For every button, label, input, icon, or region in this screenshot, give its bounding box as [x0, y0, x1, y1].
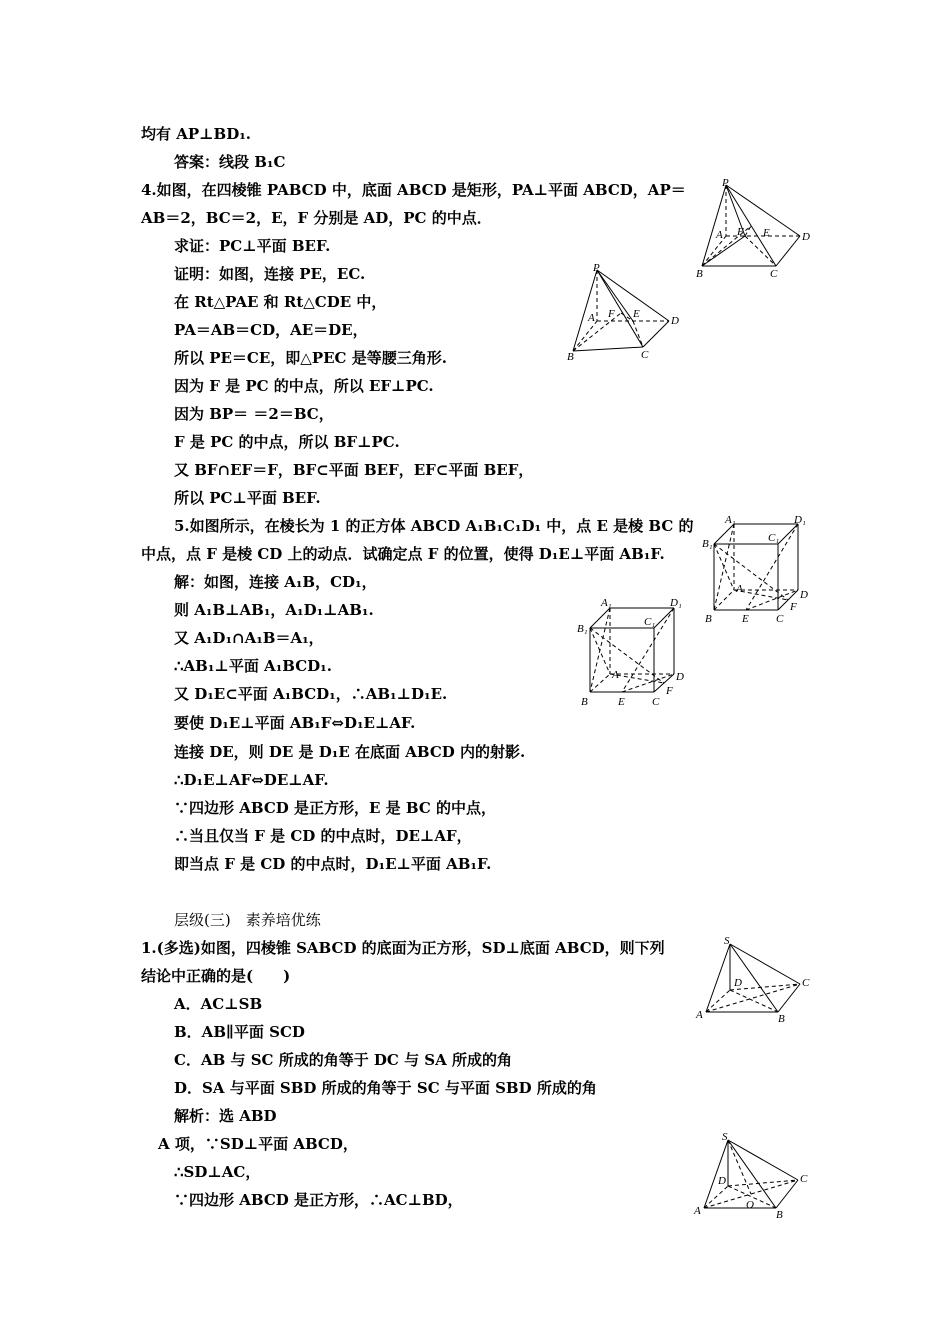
vertex-label: C — [800, 1173, 808, 1185]
mc-question-statement: 1.(多选)如图，四棱锥 SABCD 的底面为正方形，SD⊥底面 ABCD，则下列 — [141, 939, 665, 957]
option-d: D．SA 与平面 SBD 所成的角等于 SC 与平面 SBD 所成的角 — [174, 1079, 597, 1097]
text-line: 又 D₁E⊂平面 A₁BCD₁，∴AB₁⊥D₁E. — [174, 685, 448, 703]
vertex-label: D — [671, 315, 679, 327]
cube-figure — [700, 512, 820, 628]
text-line: 连接 DE，则 DE 是 D₁E 在底面 ABCD 内的射影. — [174, 743, 526, 761]
vertex-label: B — [705, 613, 712, 625]
text-line: 解：如图，连接 A₁B，CD₁， — [174, 573, 377, 591]
vertex-label: F — [737, 226, 744, 238]
text-line: 所以 PE＝CE，即△PEC 是等腰三角形. — [174, 349, 447, 367]
vertex-label: C₁ — [644, 616, 656, 628]
cube-figure-2 — [574, 594, 694, 710]
analysis-answer: 解析：选 ABD — [174, 1107, 277, 1125]
option-b: B．AB∥平面 SCD — [174, 1023, 305, 1041]
option-c: C．AB 与 SC 所成的角等于 DC 与 SA 所成的角 — [174, 1051, 512, 1069]
problem-5-statement: 5.如图所示，在棱长为 1 的正方体 ABCD A₁B₁C₁D₁ 中，点 E 是棱 BC 的 — [174, 517, 694, 535]
text-line: 则 A₁B⊥AB₁，A₁D₁⊥AB₁. — [174, 601, 374, 619]
text-line: 所以 PC⊥平面 BEF. — [174, 489, 321, 507]
vertex-label: C — [652, 696, 660, 708]
text-line: ∵四边形 ABCD 是正方形，∴AC⊥BD， — [174, 1191, 463, 1209]
vertex-label: D — [734, 977, 742, 989]
text-line: 因为 BP＝ ＝2＝BC， — [174, 405, 334, 423]
vertex-label: C — [776, 613, 784, 625]
vertex-label: D — [676, 671, 684, 683]
option-a: A．AC⊥SB — [174, 995, 263, 1013]
pyramid-sabcd-o-figure — [690, 1130, 820, 1222]
vertex-label: A₁ — [725, 514, 736, 526]
vertex-label: O — [746, 1199, 754, 1211]
vertex-label: F — [790, 601, 797, 613]
text-line: F 是 PC 的中点，所以 BF⊥PC. — [174, 433, 400, 451]
pyramid-pabcd-figure — [690, 176, 820, 286]
problem-5-statement-cont: 中点，点 F 是棱 CD 上的动点．试确定点 F 的位置，使得 D₁E⊥平面 AB₁F. — [141, 545, 665, 563]
vertex-label: A — [588, 312, 595, 324]
vertex-label: D₁ — [670, 597, 682, 609]
text-line: ∵四边形 ABCD 是正方形，E 是 BC 的中点， — [174, 799, 496, 817]
vertex-label: C — [641, 349, 649, 361]
text-line: ∴AB₁⊥平面 A₁BCD₁. — [174, 657, 332, 675]
text-line: ∴SD⊥AC， — [174, 1163, 261, 1181]
vertex-label: B — [696, 268, 703, 280]
mc-question-statement-cont: 结论中正确的是( ) — [141, 967, 291, 985]
vertex-label: A — [716, 229, 723, 241]
vertex-label: P — [593, 262, 600, 274]
vertex-label: F — [608, 308, 615, 320]
text-line: 在 Rt△PAE 和 Rt△CDE 中， — [174, 293, 387, 311]
vertex-label: B — [776, 1209, 783, 1221]
text-line: 证明：如图，连接 PE，EC. — [174, 265, 366, 283]
vertex-label: E — [763, 227, 770, 239]
vertex-label: A — [612, 669, 619, 681]
text-line: 均有 AP⊥BD₁. — [141, 125, 252, 143]
pyramid-pabcd-figure-2 — [563, 261, 693, 371]
text-line: ∴D₁E⊥AF⇔DE⊥AF. — [174, 771, 329, 789]
vertex-label: A — [736, 583, 743, 595]
vertex-label: B — [567, 351, 574, 363]
vertex-label: A — [694, 1205, 701, 1217]
vertex-label: F — [666, 685, 673, 697]
text-line: 又 A₁D₁∩A₁B＝A₁， — [174, 629, 324, 647]
vertex-label: P — [722, 177, 729, 189]
vertex-label: B — [581, 696, 588, 708]
text-line: PA＝AB＝CD，AE＝DE， — [174, 321, 368, 339]
problem-4-statement: 4.如图，在四棱锥 PABCD 中，底面 ABCD 是矩形，PA⊥平面 ABCD，AP＝ — [141, 181, 686, 199]
vertex-label: A — [696, 1009, 703, 1021]
text-line: 要使 D₁E⊥平面 AB₁F⇔D₁E⊥AF. — [174, 714, 416, 732]
vertex-label: D — [718, 1175, 726, 1187]
text-line: 求证：PC⊥平面 BEF. — [174, 237, 331, 255]
text-line: 即当点 F 是 CD 的中点时，D₁E⊥平面 AB₁F. — [174, 855, 492, 873]
vertex-label: S — [722, 1131, 728, 1143]
vertex-label: S — [724, 935, 730, 947]
vertex-label: C — [802, 977, 810, 989]
vertex-label: B — [778, 1013, 785, 1025]
vertex-label: D₁ — [794, 514, 806, 526]
section-heading: 层级(三) 素养培优练 — [174, 911, 321, 929]
problem-4-statement-cont: AB＝2，BC＝2，E，F 分别是 AD，PC 的中点． — [141, 209, 492, 227]
vertex-label: A₁ — [601, 597, 612, 609]
text-line: 因为 F 是 PC 的中点，所以 EF⊥PC. — [174, 377, 434, 395]
vertex-label: C₁ — [768, 532, 780, 544]
vertex-label: E — [633, 308, 640, 320]
vertex-label: D — [802, 231, 810, 243]
vertex-label: D — [800, 589, 808, 601]
answer-line: 答案：线段 B₁C — [174, 153, 286, 171]
text-line: 又 BF∩EF＝F，BF⊂平面 BEF，EF⊂平面 BEF， — [174, 461, 534, 479]
text-line: A 项，∵SD⊥平面 ABCD， — [158, 1135, 358, 1153]
vertex-label: C — [770, 268, 778, 280]
vertex-label: B₁ — [702, 538, 713, 550]
vertex-label: B₁ — [577, 623, 588, 635]
vertex-label: E — [618, 696, 625, 708]
vertex-label: E — [742, 613, 749, 625]
pyramid-sabcd-figure — [692, 934, 822, 1026]
text-line: ∴当且仅当 F 是 CD 的中点时，DE⊥AF， — [174, 827, 472, 845]
